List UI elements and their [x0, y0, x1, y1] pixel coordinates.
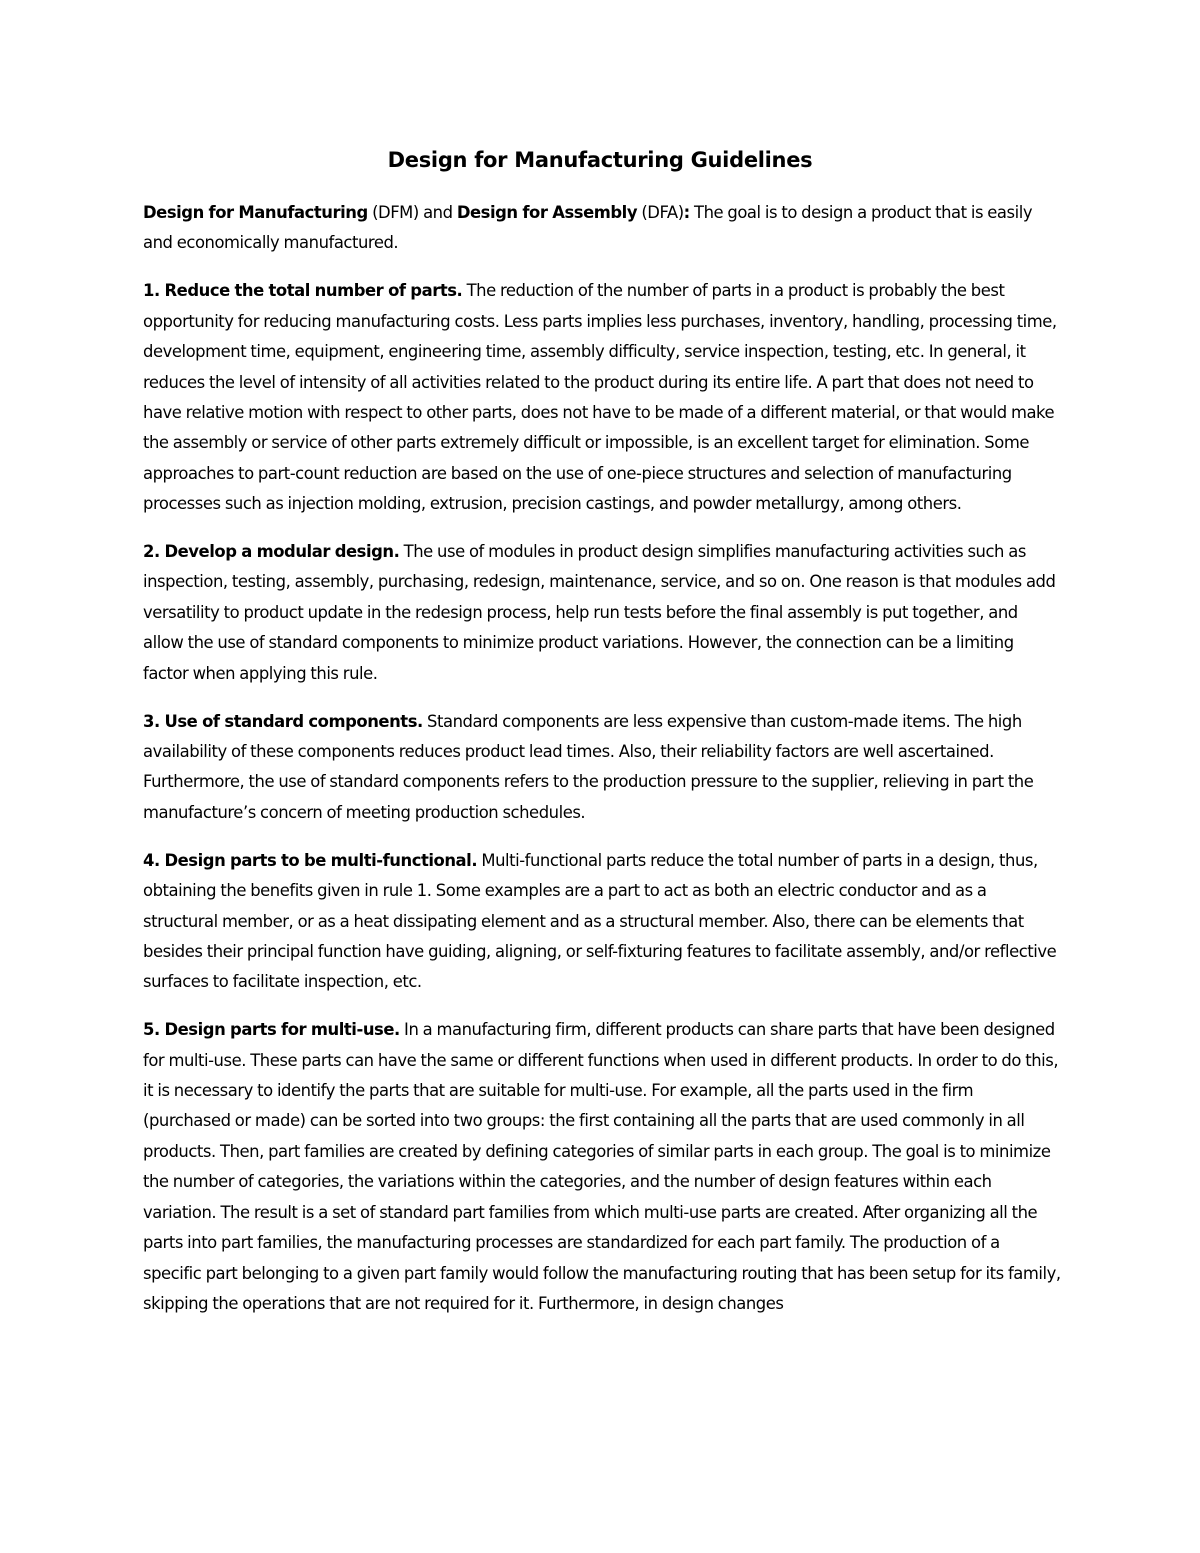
document-body [143, 198, 1061, 1337]
guideline-text: The reduction of the number of parts in a product is probably the best opportunity for reducing manufacturing costs. Less parts implies less purchases, inventory, handling, processing time, development time, equipment, engineering time, assembly difficulty, service inspection, testing, etc. In general, it reduces the level of intensity of all activities related to the product during its entire life. A part that does not need to have relative motion with respect to other parts, does not have to be made of a different material, or that would make the assembly or service of other parts extremely difficult or impossible, is an excellent target for elimination. Some approaches to part-count reduction are based on the use of one-piece structures and selection of manufacturing processes such as injection molding, extrusion, precision castings, and powder metallurgy, among others. [143, 281, 1057, 514]
guideline-text: The use of modules in product design simplifies manufacturing activities such as inspection, testing, assembly, purchasing, redesign, maintenance, service, and so on. One reason is that modules add versatility to product update in the redesign process, help run tests before the final assembly is put together, and allow the use of standard components to minimize product variations. However, the connection can be a limiting factor when applying this rule. [143, 542, 1056, 683]
dfm-term: Design for Manufacturing [143, 203, 368, 222]
guideline-paragraph-1 [143, 276, 1061, 519]
dfa-term: Design for Assembly [456, 203, 638, 222]
guideline-text: Multi-functional parts reduce the total number of parts in a design, thus, obtaining the benefits given in rule 1. Some examples are a part to act as both an electric conductor and as a structural member, or as a heat dissipating element and as a structural member. Also, there can be elements that besides their principal function have guiding, aligning, or self-fixturing features to facilitate assembly, and/or reflective surfaces to facilitate inspection, etc. [143, 850, 1057, 992]
intro-text: The goal is to design a product that is easily and economically manufactured. [143, 203, 1033, 253]
guideline-heading: 2. Develop a modular design. [143, 542, 400, 562]
guideline-heading: 5. Design parts for multi-use. [143, 1020, 400, 1040]
guideline-paragraph-3 [143, 707, 1061, 829]
intro-paragraph [143, 198, 1061, 259]
intro-colon: : [683, 203, 690, 222]
dfa-abbreviation: (DFA) [637, 203, 684, 222]
guideline-text: Standard components are less expensive than custom-made items. The high availability of these components reduces product lead times. Also, their reliability factors are well ascertained. Furthermore, the use of standard components refers to the production pressure to the supplier, relieving in part the manufacture’s concern of meeting production schedules. [143, 711, 1034, 822]
guideline-heading: 4. Design parts to be multi-functional. [143, 850, 478, 870]
dfm-abbreviation: (DFM) and [367, 203, 457, 222]
document-title: Design for Manufacturing Guidelines [387, 148, 813, 172]
guideline-text: In a manufacturing firm, different products can share parts that have been designed for multi-use. These parts can have the same or different functions when used in different products. In order to do this, it is necessary to identify the parts that are suitable for multi-use. For example, all the parts used in the firm (purchased or made) can be sorted into two groups: the first containing all the parts that are used commonly in all products. Then, part families are created by defining categories of similar parts in each group. The goal is to minimize the number of categories, the variations within the categories, and the number of design features within each variation. The result is a set of standard part families from which multi-use parts are created. After organizing all the parts into part families, the manufacturing processes are standardized for each part family. The production of a specific part belonging to a given part family would follow the manufacturing routing that has been setup for its family, skipping the operations that are not required for it. Furthermore, in design changes [143, 1020, 1061, 1313]
guideline-paragraph-5 [143, 1015, 1061, 1319]
guideline-paragraph-4 [143, 846, 1061, 998]
guideline-heading: 3. Use of standard components. [143, 711, 423, 731]
guideline-heading: 1. Reduce the total number of parts. [143, 281, 463, 301]
guideline-paragraph-2 [143, 537, 1061, 689]
